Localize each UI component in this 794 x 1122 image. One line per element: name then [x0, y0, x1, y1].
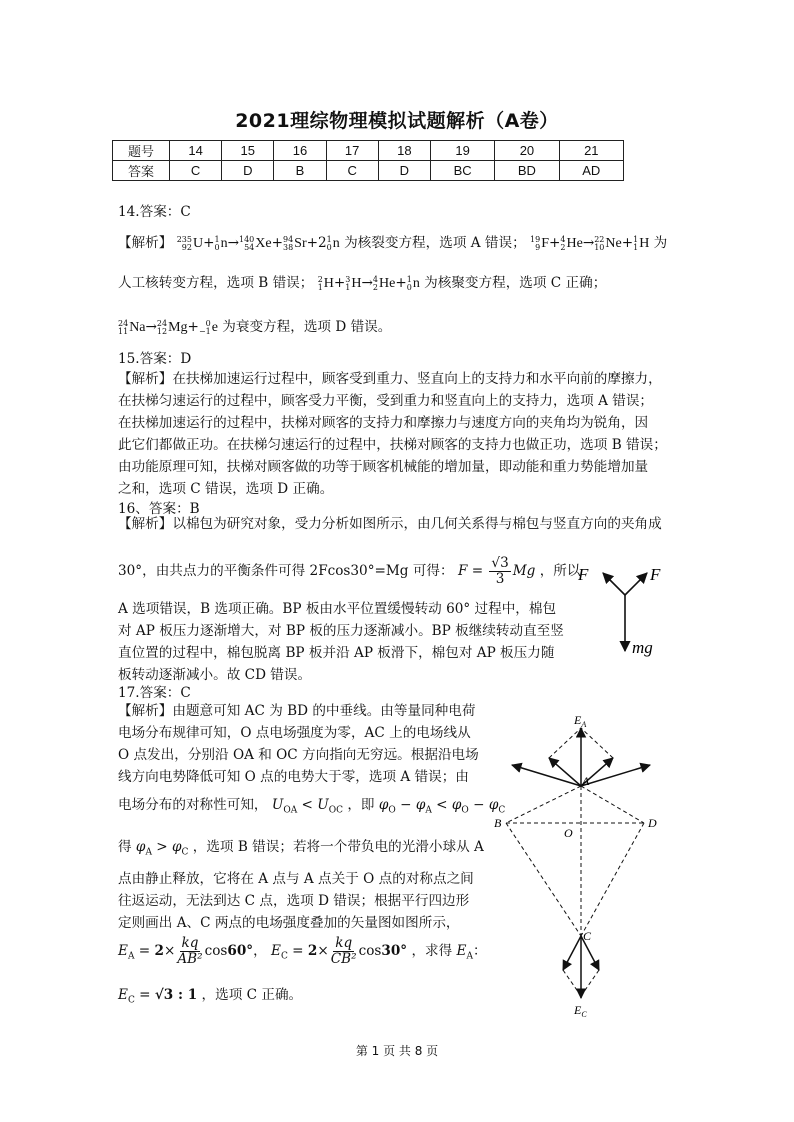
fraction-sqrt3-over-3: $\frac{√3}{3}$ — [491, 555, 509, 587]
dashed-line — [581, 728, 613, 758]
q17-text: 得 — [118, 839, 132, 855]
q17-line: 【解析】由题意可知 AC 为 BD 的中垂线。由等量同种电荷 — [118, 703, 476, 719]
q17-line-10: $E_A = 2\times$ $\frac{kq}{\text{AB²}}$ cos60°， $E_C = 2\times$ $\frac{kq}{\text{CB²}}$ cos30° ，求得 $E_A$： — [118, 935, 487, 967]
label-o: O — [564, 826, 573, 840]
q15-answer: 15.答案：D — [118, 351, 192, 367]
nuclide-he4: 4 2 He — [372, 274, 396, 292]
q16-answer: 16、答案：B — [118, 501, 200, 517]
nuclide-h3: 3 1 H — [345, 274, 362, 292]
table-cell: D — [222, 161, 274, 181]
table-cell: 21 — [559, 141, 623, 161]
nuclide-xe140: 140 54 Xe — [238, 234, 272, 252]
nuclide-u235: 235 92 U — [176, 234, 204, 252]
q16-line: 对 AP 板压力逐渐增大，对 BP 板的压力逐渐减小。BP 板继续转动直至竖 — [118, 623, 564, 639]
q15-line: 此它们都做正功。在扶梯匀速运行的过程中，扶梯对顾客的支持力也做正功，选项 B 错误； — [118, 437, 667, 453]
table-cell: 14 — [170, 141, 222, 161]
table-cell: 18 — [378, 141, 430, 161]
q17-text: ，求得 — [411, 943, 453, 959]
q17-text: ，选项 C 正确。 — [201, 987, 303, 1003]
q17-line-11: $E_C = √3$ : 1 ，选项 C 正确。 — [118, 987, 303, 1006]
nuclide-sr94: 94 38 Sr — [282, 234, 307, 252]
table-cell: AD — [559, 161, 623, 181]
q16-line: 板转动逐渐减小。故 CD 错误。 — [118, 667, 312, 683]
q17-line: O 点发出，分别沿 OA 和 OC 方向指向无穷远。根据沿电场 — [118, 747, 479, 763]
nuclide-neutron: 1 0 n — [406, 274, 420, 292]
dashed-line — [581, 970, 599, 996]
table-cell: BC — [430, 161, 494, 181]
q17-text: 电场分布的对称性可知， — [118, 797, 268, 813]
q14-text: 为核裂变方程，选项 A 错误； — [344, 235, 526, 251]
q14-text: 为衰变方程，选项 D 错误。 — [222, 319, 392, 335]
field-arrow — [563, 936, 581, 970]
label-ec — [573, 1003, 587, 1019]
nuclide-electron: 0 −1 e — [198, 318, 218, 336]
q17-line: 线方向电势降低可知 O 点的电势大于零，选项 A 错误；由 — [118, 769, 469, 785]
label-d: D — [648, 816, 657, 830]
q17-text: ，选项 B 错误；若将一个带负电的光滑小球从 A — [192, 839, 484, 855]
page-footer: 第 1 页 共 8 页 — [355, 1044, 439, 1058]
q17-answer: 17.答案：C — [118, 685, 191, 701]
q16-line: 直位置的过程中，棉包脱离 BP 板并沿 AP 板滑下，棉包对 AP 板压力随 — [118, 645, 555, 661]
q17-line-6: 得 $\varphi_A > \varphi_C$ ，选项 B 错误；若将一个带负电的光滑小球从 A — [118, 839, 484, 858]
q15-line: 由功能原理可知，扶梯对顾客做的功等于顾客机械能的增加量，即动能和重力势能增加量 — [118, 459, 649, 475]
q17-line-5: 电场分布的对称性可知， $U_{OA} < U_{OC}$ ，即 $\varphi_O - \varphi_A < \varphi_O - \varphi_C$ — [118, 797, 506, 816]
label-ea — [573, 713, 586, 729]
q14-text: 为核聚变方程，选项 C 正确； — [424, 275, 607, 291]
nuclide-mg24: 24 12 Mg — [156, 318, 188, 336]
nuclide-he4: 4 2 He — [560, 234, 583, 252]
table-row-numbers — [113, 141, 624, 161]
table-row-answers — [113, 161, 624, 181]
table-cell: BD — [495, 161, 559, 181]
q17-line: 定则画出 A、C 两点的电场强度叠加的矢量图如图所示， — [118, 915, 460, 931]
q16-line-2: 30°，由共点力的平衡条件可得 2Fcos30°=Mg 可得： F = $\frac{√3}{3}$ Mg ，所以 — [118, 555, 581, 587]
force-arrow-right — [625, 573, 647, 595]
q14-answer: 14.答案：C — [118, 204, 191, 220]
dashed-line-ad — [581, 786, 644, 823]
nuclide-h2: 2 1 H — [317, 274, 334, 292]
label-e: E — [574, 1003, 582, 1017]
nuclide-ne22: 22 10 Ne — [594, 234, 622, 252]
nuclide-neutron: 1 0 n — [326, 234, 340, 252]
table-cell: C — [326, 161, 378, 181]
field-vector-diagram — [490, 708, 680, 1023]
q15-line: 在扶梯加速运行的过程中，扶梯对顾客的支持力和摩擦力与速度方向的夹角均为锐角，因 — [118, 415, 649, 431]
dashed-line-dc — [581, 823, 644, 936]
label-c: C — [583, 929, 592, 943]
nuclide-na24: 24 11 Na — [118, 318, 146, 336]
q16-text: ，所以 — [539, 563, 581, 579]
table-cell: 15 — [222, 141, 274, 161]
dashed-line — [549, 728, 581, 758]
force-diagram — [570, 555, 670, 665]
dashed-line — [563, 970, 581, 996]
force-arrow-left — [603, 573, 625, 595]
table-cell: C — [170, 161, 222, 181]
label-a: A — [582, 774, 590, 788]
nuclide-h1: 1 1 H — [633, 234, 650, 252]
q16-line: 【解析】以棉包为研究对象，受力分析如图所示，由几何关系得与棉包与竖直方向的夹角成 — [118, 516, 662, 532]
q14-text: 为 — [653, 235, 668, 251]
q14-text: 人工核转变方程，选项 B 错误； — [118, 275, 314, 291]
q15-line: 之和，选项 C 错误，选项 D 正确。 — [118, 481, 334, 497]
q16-line: A 选项错误，B 选项正确。BP 板由水平位置缓慢转动 60° 过程中，棉包 — [118, 601, 557, 617]
table-cell: D — [378, 161, 430, 181]
q14-line-2: 人工核转变方程，选项 B 错误； 2 1 H + 3 1 H → 4 2 He + 1 0 n 为核聚变方程，选项 C 正确； — [118, 274, 607, 292]
q14-line-1: 【解析】 235 92 U + 1 0 n → 140 54 Xe + 94 38 Sr +2 1 0 n 为核裂变方程，选项 A 错误； 19 9 F + 4 2 He → 22 10 Ne + 1 1 H 为 — [118, 234, 668, 252]
force-label-left: F — [578, 565, 589, 584]
table-cell: 19 — [430, 141, 494, 161]
table-cell: B — [274, 161, 326, 181]
answer-table — [112, 140, 624, 181]
page-title: 2021理综物理模拟试题解析（A卷） — [235, 110, 559, 132]
table-cell: 20 — [495, 141, 559, 161]
q15-line: 【解析】在扶梯加速运行过程中，顾客受到重力、竖直向上的支持力和水平向前的摩擦力， — [118, 371, 662, 387]
label-sub: C — [581, 1010, 587, 1019]
table-header-cell: 答案 — [113, 161, 170, 181]
q14-line-3: 24 11 Na → 24 12 Mg + 0 −1 e 为衰变方程，选项 D 错误。 — [118, 318, 392, 336]
q15-line: 在扶梯匀速运行的过程中，顾客受力平衡，受到重力和竖直向上的支持力，选项 A 错误； — [118, 393, 654, 409]
label-e: E — [574, 713, 582, 727]
table-cell: 17 — [326, 141, 378, 161]
q16-text: 30°，由共点力的平衡条件可得 2Fcos30°=Mg 可得： — [118, 563, 454, 579]
fraction-kq-ab2: $\frac{kq}{\text{AB²}}$ — [177, 935, 203, 967]
q17-line: 往返运动，无法到达 C 点，选项 D 错误；根据平行四边形 — [118, 893, 470, 909]
field-arrow — [581, 765, 650, 786]
nuclide-f19: 19 9 F — [530, 234, 549, 252]
q17-line: 点由静止释放，它将在 A 点与 A 点关于 O 点的对称点之间 — [118, 871, 474, 887]
q17-text: ，即 — [347, 797, 375, 813]
fraction-kq-cb2: $\frac{kq}{\text{CB²}}$ — [330, 935, 357, 967]
table-cell: 16 — [274, 141, 326, 161]
label-b: B — [494, 816, 502, 830]
field-arrow — [512, 765, 581, 786]
label-sub: A — [581, 720, 587, 729]
gravity-label: mg — [632, 638, 653, 657]
nuclide-neutron: 1 0 n — [214, 234, 228, 252]
force-label-right: F — [650, 565, 661, 584]
q17-line: 电场分布规律可知，O 点电场强度为零，AC 上的电场线从 — [118, 725, 471, 741]
dashed-line-ab — [506, 786, 581, 823]
analysis-label: 【解析】 — [118, 235, 173, 251]
table-header-cell: 题号 — [113, 141, 170, 161]
